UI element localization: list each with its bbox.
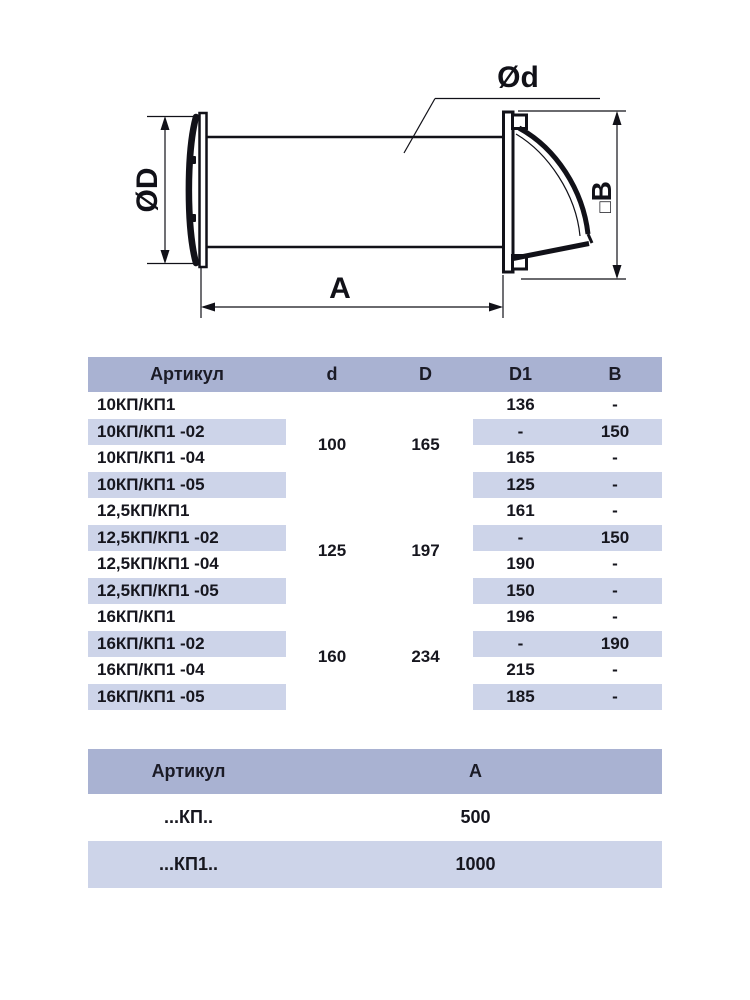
flange (189, 113, 207, 267)
cell-b: - (612, 607, 618, 627)
cell-artikul: 16КП/КП1 -04 (97, 660, 205, 680)
cell-artikul: 10КП/КП1 -04 (97, 448, 205, 468)
product-drawing (0, 0, 750, 345)
cell-b: - (612, 448, 618, 468)
cell-d1: - (473, 631, 568, 658)
cell-d1: 196 (506, 607, 535, 627)
cell-d1: 136 (506, 395, 535, 415)
cell-artikul: 16КП/КП1 -05 (88, 684, 286, 711)
column-header-artikul: Артикул (88, 749, 289, 794)
table-row (88, 604, 662, 631)
cell-artikul: 16КП/КП1 -02 (88, 631, 286, 658)
column-header-D: D (378, 357, 473, 392)
cell-d1: 215 (506, 660, 535, 680)
cell-d: 160 (317, 647, 347, 666)
cell-artikul: 10КП/КП1 -05 (88, 472, 286, 499)
dimensions-table (88, 357, 662, 710)
column-header-d: d (286, 357, 378, 392)
cell-b: - (612, 395, 618, 415)
header-row (88, 357, 662, 392)
cell-a: 500 (460, 807, 491, 827)
cell-artikul: 10КП/КП1 -02 (88, 419, 286, 446)
cell-d1: - (473, 525, 568, 552)
cell-a: 1000 (289, 841, 662, 888)
dim-label-OD: ØD (131, 167, 164, 213)
cell-d1: 161 (506, 501, 535, 521)
cell-artikul: 12,5КП/КП1 -05 (88, 578, 286, 605)
table-row (88, 841, 662, 888)
cell-D: 197 (411, 541, 440, 560)
cell-D: 234 (411, 647, 440, 666)
cell-d1: - (473, 419, 568, 446)
column-header-A: А (289, 749, 662, 794)
cell-artikul: 16КП/КП1 (97, 607, 176, 627)
cell-d1: 165 (506, 448, 535, 468)
header-row (88, 749, 662, 794)
length-table (88, 749, 662, 888)
column-header-artikul: Артикул (88, 357, 286, 392)
column-header-B: B (568, 357, 662, 392)
cell-b: 150 (568, 419, 662, 446)
column-header-D1: D1 (473, 357, 568, 392)
cell-d: 100 (317, 435, 347, 454)
dimension-A (201, 267, 503, 318)
cell-artikul: 12,5КП/КП1 (97, 501, 190, 521)
cell-artikul: ...КП.. (164, 807, 213, 827)
cell-b: - (568, 578, 662, 605)
cell-artikul: 10КП/КП1 (97, 395, 176, 415)
cell-D: 165 (411, 435, 440, 454)
cell-b: 190 (568, 631, 662, 658)
cell-d1: 150 (473, 578, 568, 605)
cell-b: 150 (568, 525, 662, 552)
dim-label-Od: Ød (497, 61, 539, 94)
dim-label-B: □B (586, 181, 617, 213)
wall-cap (504, 112, 593, 272)
cell-artikul: 12,5КП/КП1 -04 (97, 554, 219, 574)
cell-artikul: 12,5КП/КП1 -02 (88, 525, 286, 552)
cell-b: - (612, 501, 618, 521)
table-row (88, 794, 662, 841)
cell-d1: 125 (473, 472, 568, 499)
cell-d: 125 (317, 541, 347, 560)
cell-b: - (568, 684, 662, 711)
table-row (88, 498, 662, 525)
tube-body (207, 137, 504, 247)
cell-artikul: ...КП1.. (88, 841, 289, 888)
cell-b: - (612, 660, 618, 680)
cell-b: - (612, 554, 618, 574)
cell-b: - (568, 472, 662, 499)
cell-d1: 185 (473, 684, 568, 711)
table-row (88, 392, 662, 419)
cell-d1: 190 (506, 554, 535, 574)
dim-label-A: А (329, 272, 351, 305)
